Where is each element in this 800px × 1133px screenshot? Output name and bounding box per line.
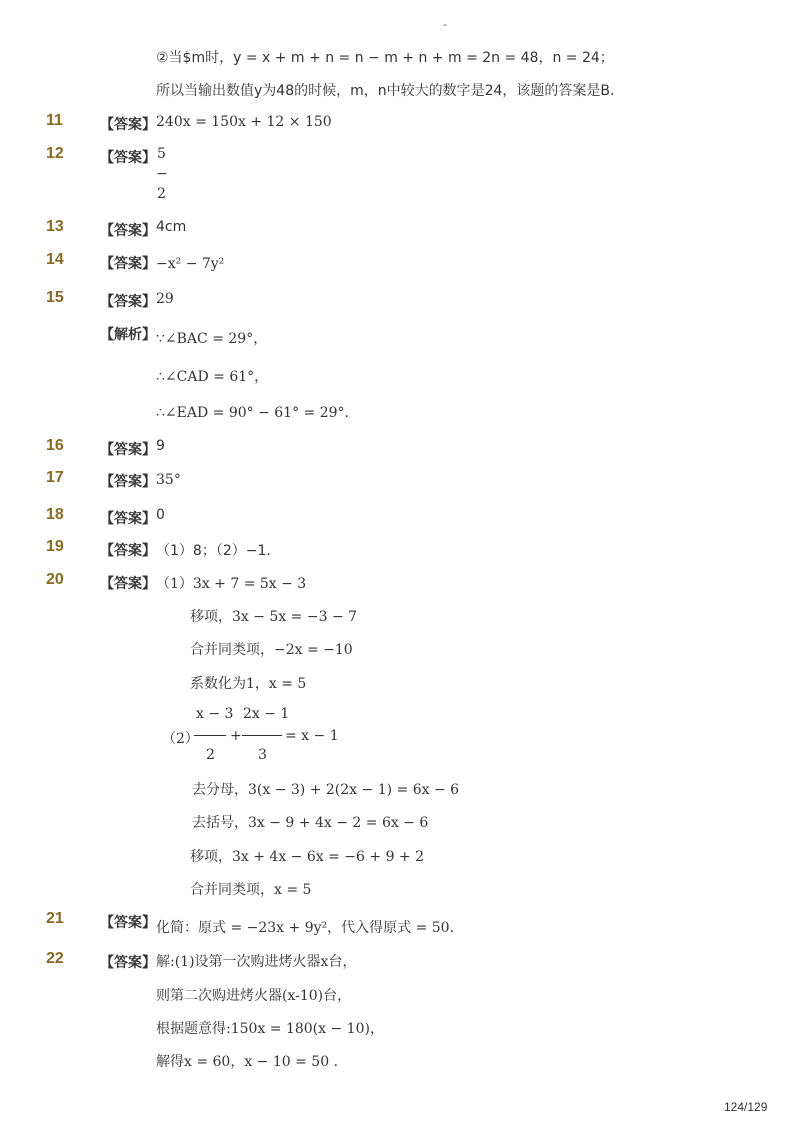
analysis-15-line: ∵∠BAC = 29°， (156, 331, 268, 347)
answer-22-line: 根据题意得:150x = 180(x − 10)， (156, 1021, 384, 1037)
intro-line-2: 所以当输出数值y为48的时候，m，n中较大的数字是24，该题的答案是B． (156, 83, 625, 99)
answer-label: 【答案】 (100, 442, 156, 458)
fraction-1-bar (194, 735, 226, 736)
answer-12-bar: − (156, 166, 168, 182)
answer-20-part1: （1）3x + 7 = 5x − 3 (156, 576, 307, 592)
fraction-2-numerator: 2x − 1 (243, 706, 290, 722)
answer-18: 0 (156, 507, 165, 523)
intro-line-1: ②当$m时，y = x + m + n = n − m + n + m = 2n = 48，n = 24； (156, 50, 614, 66)
answer-label: 【答案】 (100, 256, 156, 272)
question-number-19: 19 (46, 538, 64, 555)
fraction-rhs: = x − 1 (285, 728, 339, 744)
question-number-22: 22 (46, 950, 64, 967)
question-number-21: 21 (46, 910, 64, 927)
question-number-18: 18 (46, 506, 64, 523)
plus-sign: + (230, 728, 242, 744)
question-number-11: 11 (46, 112, 63, 129)
question-number-20: 20 (46, 571, 64, 588)
fraction-1-numerator: x − 3 (196, 706, 234, 722)
page-number: 124/129 (724, 1100, 768, 1114)
answer-20-part2-label: （2） (162, 731, 199, 747)
answer-15: 29 (156, 291, 174, 307)
answer-20-step: 合并同类项，x = 5 (190, 882, 312, 898)
question-number-14: 14 (46, 251, 64, 268)
answer-20-step: 移项，3x − 5x = −3 − 7 (190, 609, 358, 625)
answer-20-step: 系数化为1，x = 5 (190, 676, 307, 692)
question-number-13: 13 (46, 218, 64, 235)
answer-12-numerator: 5 (157, 146, 166, 162)
fraction-2-denominator: 3 (258, 747, 267, 763)
answer-label: 【答案】 (100, 117, 156, 133)
question-number-17: 17 (46, 469, 64, 486)
question-number-12: 12 (46, 145, 64, 162)
answer-label: 【答案】 (100, 915, 156, 931)
answer-label: 【答案】 (100, 511, 156, 527)
analysis-label: 【解析】 (100, 327, 156, 343)
answer-19: （1）8；（2）−1． (156, 543, 281, 559)
answer-12-denominator: 2 (157, 186, 166, 202)
answer-label: 【答案】 (100, 474, 156, 490)
answer-20-step: 去括号，3x − 9 + 4x − 2 = 6x − 6 (192, 815, 429, 831)
answer-16: 9 (156, 438, 165, 454)
question-number-15: 15 (46, 289, 64, 306)
answer-label: 【答案】 (100, 223, 156, 239)
answer-label: 【答案】 (100, 576, 156, 592)
answer-label: 【答案】 (100, 955, 156, 971)
answer-22-line: 则第二次购进烤火器(x-10)台， (156, 988, 352, 1004)
answer-22-line: 解得x = 60，x − 10 = 50 ． (156, 1054, 348, 1070)
answer-17: 35° (156, 472, 181, 488)
fraction-1-denominator: 2 (206, 747, 215, 763)
answer-13: 4cm (156, 219, 187, 235)
answer-label: 【答案】 (100, 294, 156, 310)
answer-20-step: 移项，3x + 4x − 6x = −6 + 9 + 2 (190, 849, 425, 865)
fraction-2-bar (242, 735, 282, 736)
answer-21: 化简：原式 = −23x + 9y²，代入得原式 = 50． (156, 920, 464, 936)
answer-14: −x² − 7y² (156, 256, 225, 272)
answer-11: 240x = 150x + 12 × 150 (156, 114, 332, 130)
answer-20-step: 去分母，3(x − 3) + 2(2x − 1) = 6x − 6 (192, 782, 460, 798)
analysis-15-line: ∴∠EAD = 90° − 61° = 29°. (156, 405, 349, 421)
header-mark: - (443, 18, 447, 31)
analysis-15-line: ∴∠CAD = 61°， (156, 369, 269, 385)
answer-label: 【答案】 (100, 543, 156, 559)
question-number-16: 16 (46, 437, 64, 454)
answer-22-line: 解:(1)设第一次购进烤火器x台， (156, 954, 357, 970)
answer-20-step: 合并同类项，−2x = −10 (190, 642, 353, 658)
answer-label: 【答案】 (100, 150, 156, 166)
